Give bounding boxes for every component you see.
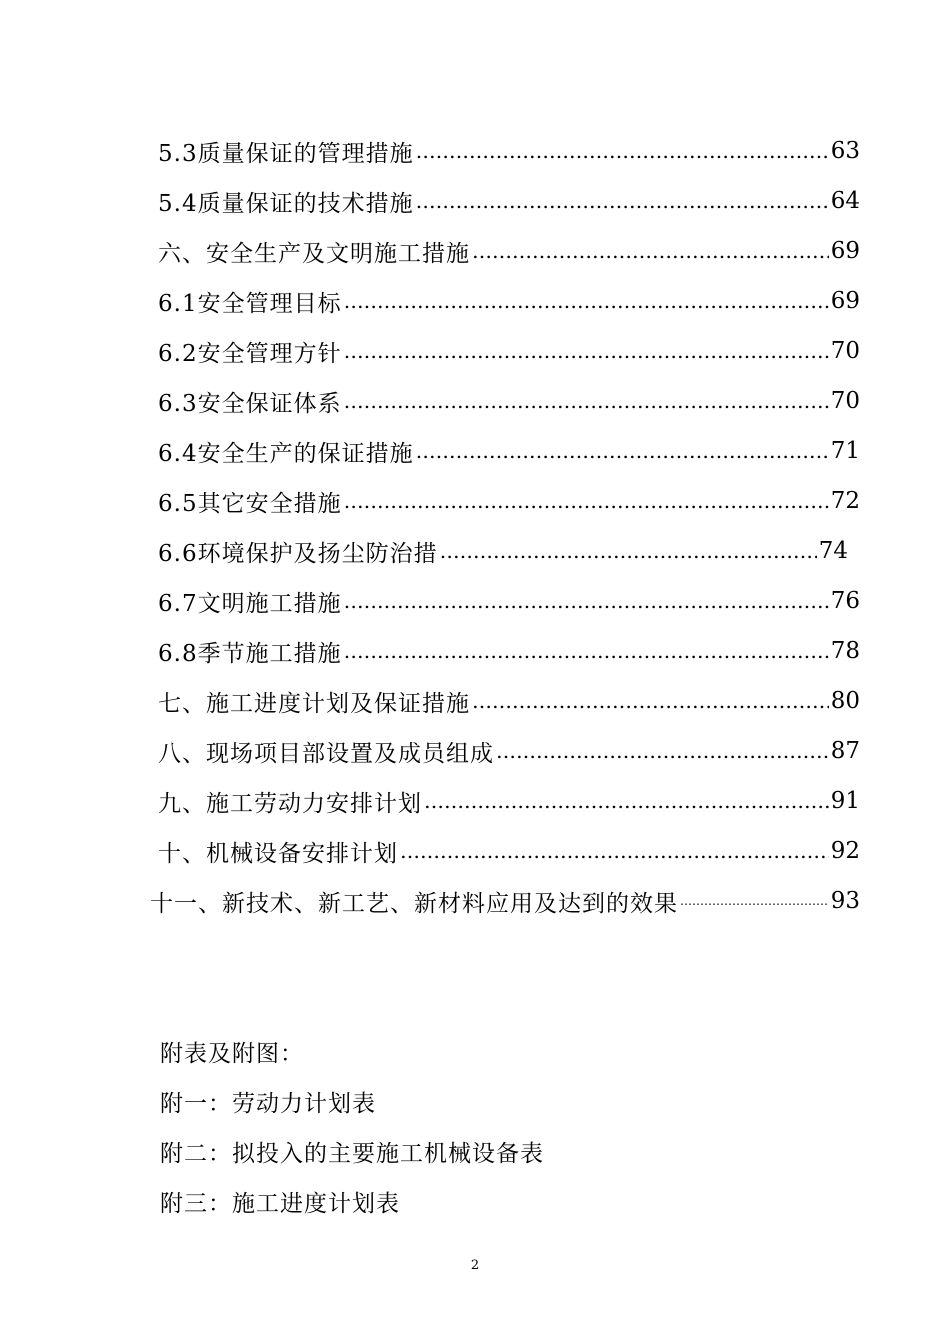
toc-entry-label: 十一、新技术、新工艺、新材料应用及达到的效果 <box>150 890 678 917</box>
toc-dot-leader <box>496 739 829 763</box>
toc-entry-page: 80 <box>830 688 860 714</box>
toc-entry-label: 6.5其它安全措施 <box>158 490 342 517</box>
toc-entry-page: 70 <box>830 388 860 414</box>
toc-dot-leader <box>416 139 829 163</box>
appendix-item: 附二：拟投入的主要施工机械设备表 <box>160 1140 544 1167</box>
toc-dot-leader <box>344 289 829 313</box>
toc-entry-label: 5.4质量保证的技术措施 <box>158 190 414 217</box>
toc-dot-leader <box>344 489 829 513</box>
appendix-list <box>160 1026 544 1226</box>
toc-entry[interactable] <box>0 326 950 376</box>
toc-entry-page: 64 <box>830 188 860 214</box>
toc-entry[interactable] <box>0 226 950 276</box>
toc-entry-page: 76 <box>830 588 860 614</box>
appendix-item: 附三：施工进度计划表 <box>160 1190 400 1217</box>
toc-entry-label: 6.1安全管理目标 <box>158 290 342 317</box>
toc-dot-leader <box>344 589 829 613</box>
toc-dot-leader <box>416 439 829 463</box>
toc-entry-label: 九、施工劳动力安排计划 <box>158 790 422 817</box>
toc-entry-page: 63 <box>830 138 860 164</box>
toc-dot-leader <box>344 639 829 663</box>
toc-entry[interactable] <box>0 526 950 576</box>
toc-entry-label: 八、现场项目部设置及成员组成 <box>158 740 494 767</box>
toc-dot-leader <box>416 189 829 213</box>
toc-entry[interactable] <box>0 376 950 426</box>
toc-entry-label: 5.3质量保证的管理措施 <box>158 140 414 167</box>
toc-entry-page: 74 <box>818 538 848 564</box>
toc-entry-page: 78 <box>830 638 860 664</box>
table-of-contents <box>0 126 950 926</box>
toc-dot-leader <box>472 239 829 263</box>
toc-dot-leader <box>344 389 829 413</box>
toc-entry-page: 91 <box>830 788 860 814</box>
toc-entry[interactable] <box>0 426 950 476</box>
toc-entry-label: 十、机械设备安排计划 <box>158 840 398 867</box>
toc-entry[interactable] <box>0 826 950 876</box>
toc-dot-leader <box>680 894 829 908</box>
toc-dot-leader <box>400 839 829 863</box>
appendix-heading: 附表及附图： <box>160 1040 304 1067</box>
toc-entry[interactable] <box>0 776 950 826</box>
toc-entry-label: 6.2安全管理方针 <box>158 340 342 367</box>
toc-entry-page: 93 <box>830 888 860 914</box>
toc-entry[interactable] <box>0 276 950 326</box>
toc-entry-label: 6.3安全保证体系 <box>158 390 342 417</box>
toc-entry-page: 71 <box>830 438 860 464</box>
toc-entry-label: 七、施工进度计划及保证措施 <box>158 690 470 717</box>
toc-entry[interactable] <box>0 176 950 226</box>
toc-entry[interactable] <box>0 626 950 676</box>
toc-entry-page: 69 <box>830 238 860 264</box>
toc-dot-leader <box>472 689 829 713</box>
toc-entry-label: 六、安全生产及文明施工措施 <box>158 240 470 267</box>
toc-entry[interactable] <box>0 726 950 776</box>
toc-entry-page: 69 <box>830 288 860 314</box>
toc-entry-page: 92 <box>830 838 860 864</box>
toc-entry-page: 87 <box>830 738 860 764</box>
toc-dot-leader <box>440 539 817 563</box>
toc-entry-label: 6.7文明施工措施 <box>158 590 342 617</box>
toc-entry[interactable] <box>0 476 950 526</box>
toc-dot-leader <box>344 339 829 363</box>
toc-entry-page: 70 <box>830 338 860 364</box>
toc-entry[interactable] <box>0 576 950 626</box>
appendix-item: 附一：劳动力计划表 <box>160 1090 376 1117</box>
toc-entry[interactable] <box>0 876 950 926</box>
page-number: 2 <box>470 1258 480 1273</box>
toc-dot-leader <box>424 789 829 813</box>
toc-entry-label: 6.8季节施工措施 <box>158 640 342 667</box>
toc-entry-label: 6.4安全生产的保证措施 <box>158 440 414 467</box>
toc-entry-page: 72 <box>830 488 860 514</box>
toc-entry[interactable] <box>0 676 950 726</box>
toc-entry[interactable] <box>0 126 950 176</box>
toc-entry-label: 6.6环境保护及扬尘防治措 <box>158 540 438 567</box>
